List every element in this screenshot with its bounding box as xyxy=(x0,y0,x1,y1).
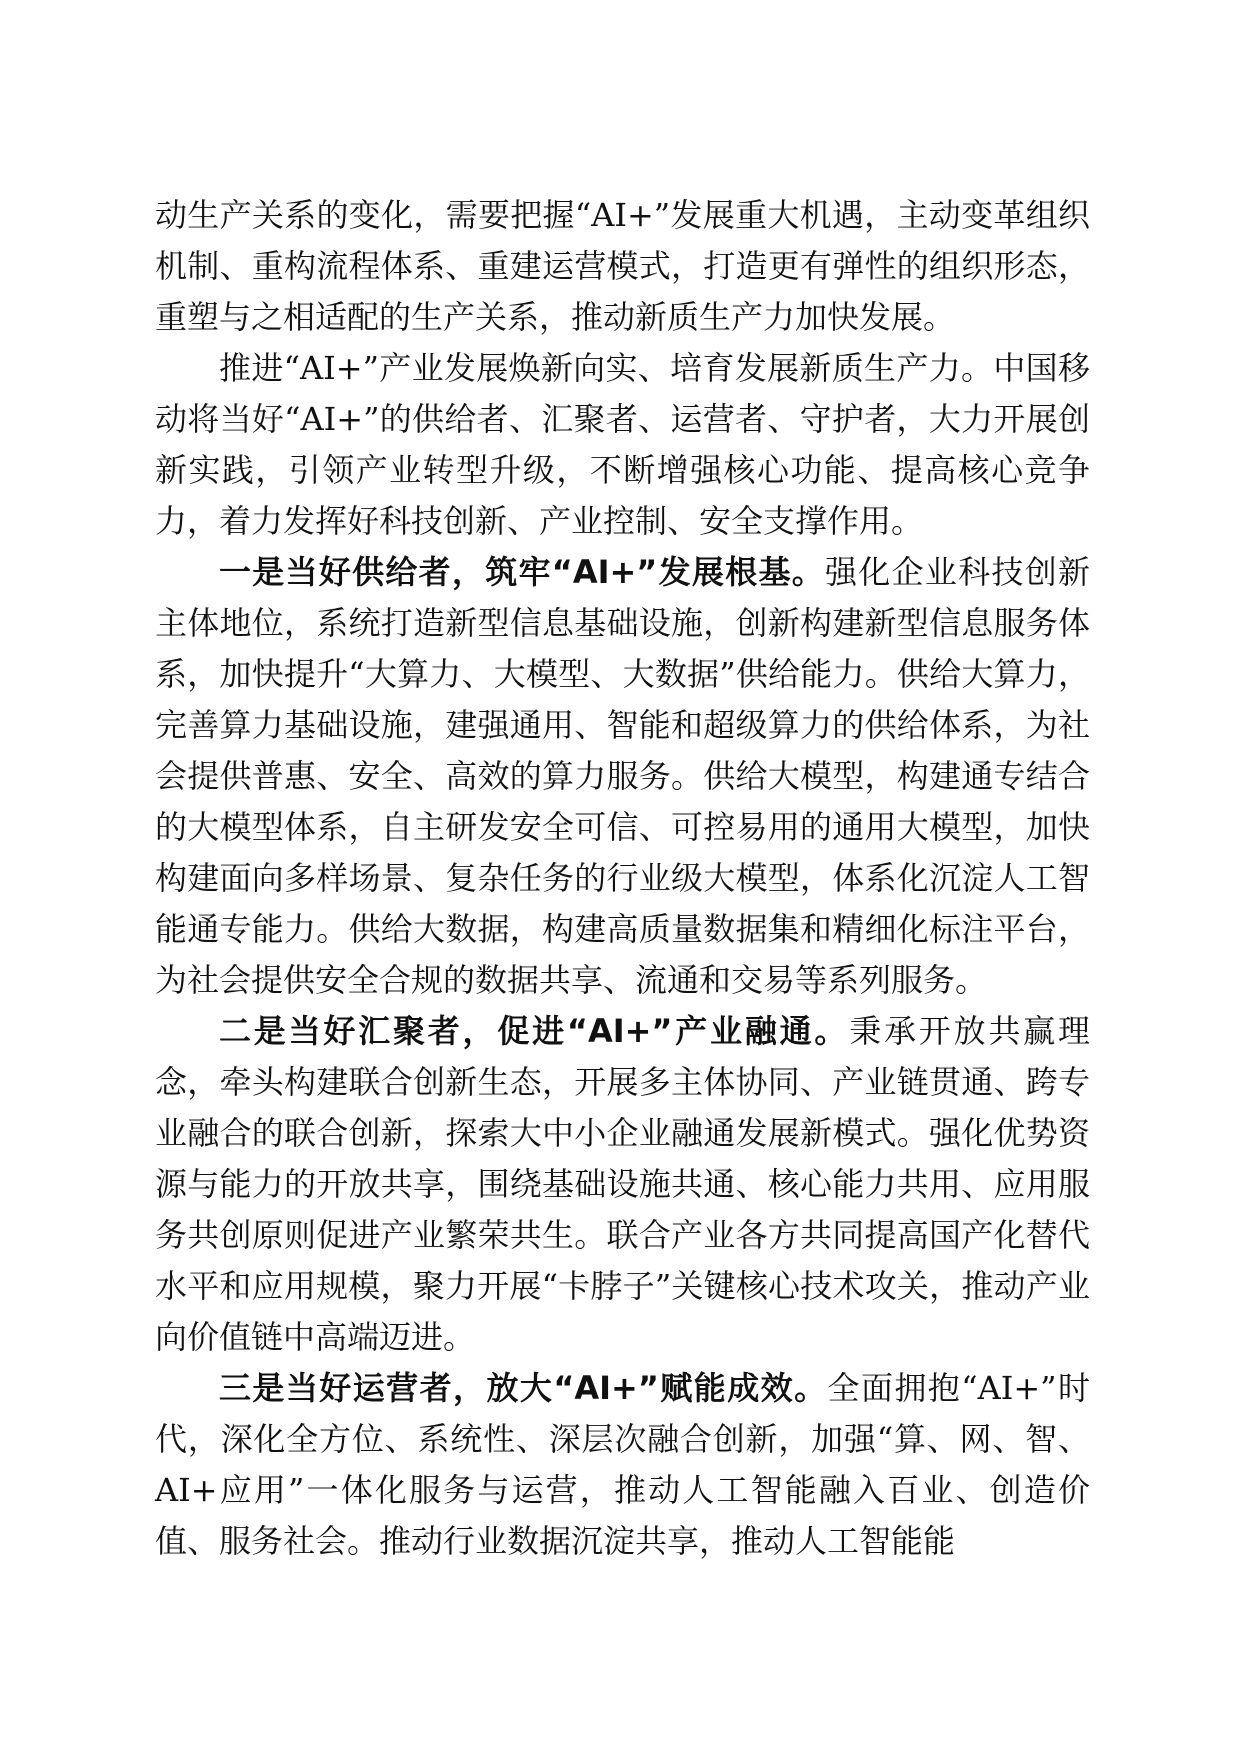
document-body xyxy=(155,190,1090,1567)
paragraph-3-text: 强化企业科技创新主体地位，系统打造新型信息基础设施，创新构建新型信息服务体系，加快提升“大算力、大模型、大数据”供给能力。供给大算力，完善算力基础设施，建强通用、智能和超级算力的供给体系，为社会提供普惠、安全、高效的算力服务。供给大模型，构建通专结合的大模型体系，自主研发安全可信、可控易用的通用大模型，加快构建面向多样场景、复杂任务的行业级大模型，体系化沉淀人工智能通专能力。供给大数据，构建高质量数据集和精细化标注平台，为社会提供安全合规的数据共享、流通和交易等系列服务。 xyxy=(155,553,1090,999)
paragraph-1-text: 动生产关系的变化，需要把握“AI+”发展重大机遇，主动变革组织机制、重构流程体系、重建运营模式，打造更有弹性的组织形态，重塑与之相适配的生产关系，推动新质生产力加快发展。 xyxy=(155,196,1090,336)
paragraph-5-text: 全面拥抱“AI+”时代，深化全方位、系统性、深层次融合创新，加强“算、网、智、AI+应用”一体化服务与运营，推动人工智能融入百业、创造价值、服务社会。推动行业数据沉淀共享，推动人工智能能 xyxy=(155,1369,1090,1560)
paragraph-2-text: 推进“AI+”产业发展焕新向实、培育发展新质生产力。中国移动将当好“AI+”的供给者、汇聚者、运营者、守护者，大力开展创新实践，引领产业转型升级，不断增强核心功能、提高核心竞争力，着力发挥好科技创新、产业控制、安全支撑作用。 xyxy=(155,349,1090,540)
paragraph-2 xyxy=(155,343,1090,547)
paragraph-3 xyxy=(155,547,1090,1006)
paragraph-4-text: 秉承开放共赢理念，牵头构建联合创新生态，开展多主体协同、产业链贯通、跨专业融合的联合创新，探索大中小企业融通发展新模式。强化优势资源与能力的开放共享，围绕基础设施共通、核心能力共用、应用服务共创原则促进产业繁荣共生。联合产业各方共同提高国产化替代水平和应用规模，聚力开展“卡脖子”关键核心技术攻关，推动产业向价值链中高端迈进。 xyxy=(155,1012,1090,1356)
paragraph-3-lead: 一是当好供给者，筑牢“AI+”发展根基。 xyxy=(219,553,826,591)
paragraph-5-lead: 三是当好运营者，放大“AI+”赋能成效。 xyxy=(219,1369,828,1407)
paragraph-1 xyxy=(155,190,1090,343)
paragraph-4-lead: 二是当好汇聚者，促进“AI+”产业融通。 xyxy=(219,1012,850,1050)
paragraph-4 xyxy=(155,1006,1090,1363)
paragraph-5 xyxy=(155,1363,1090,1567)
